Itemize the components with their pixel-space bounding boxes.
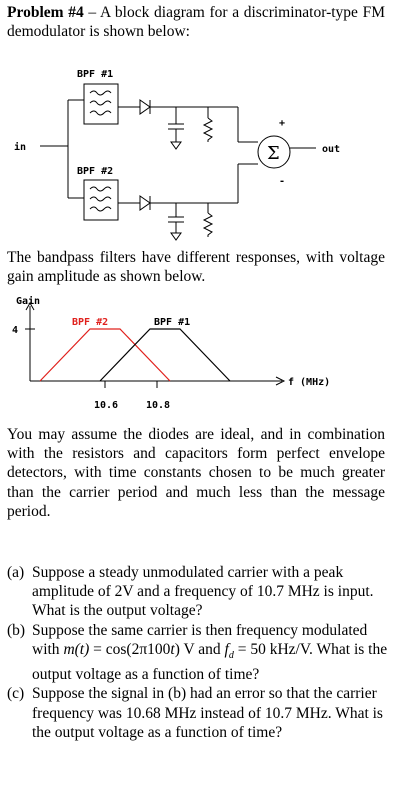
bpf1-plot-label: BPF #1 bbox=[154, 317, 191, 328]
question-a-text: Suppose a steady unmodulated carrier with a peak amplitude of 2V and a frequency of 10.7 MHz is input. What is the output voltage? bbox=[32, 564, 374, 620]
problem-dash: – bbox=[88, 4, 97, 21]
question-b-part1: Suppose the same carrier is then frequency modulated with bbox=[32, 621, 368, 658]
diode-2 bbox=[140, 196, 150, 210]
question-c-label: (c) bbox=[7, 685, 25, 703]
question-a bbox=[7, 563, 389, 621]
ground-1 bbox=[171, 142, 181, 149]
y-axis-label: Gain bbox=[16, 296, 41, 307]
question-b-math-m: m(t) bbox=[63, 640, 90, 658]
bpf1-box bbox=[84, 84, 118, 124]
question-b-math-t: t bbox=[170, 640, 175, 658]
y-tick-label: 4 bbox=[12, 325, 19, 336]
question-b-part4: = 50 kHz/V. What is the output voltage as a function of time? bbox=[32, 640, 388, 684]
diode-1 bbox=[140, 100, 150, 114]
resistor-1 bbox=[204, 118, 212, 142]
minus-sign: - bbox=[279, 176, 286, 187]
bpf2-box bbox=[84, 180, 118, 220]
question-b-part3: ) V and bbox=[174, 640, 225, 658]
x-axis-label: f (MHz) bbox=[288, 377, 331, 388]
bpf1-response bbox=[100, 329, 230, 381]
question-c bbox=[7, 684, 389, 742]
problem-intro: A block diagram for a discriminator-type FM demodulator is shown below: bbox=[7, 4, 385, 41]
question-b-text bbox=[32, 621, 389, 685]
x-tick-label-1: 10.6 bbox=[94, 400, 119, 411]
question-b-label: (b) bbox=[7, 621, 26, 639]
bpf2-label: BPF #2 bbox=[77, 166, 114, 177]
assumption-text: You may assume the diodes are ideal, and in combination with the resistors and capacitors form perfect envelope detectors, with time constants chosen to be much greater than the carrier period and much less than the message period. bbox=[7, 426, 385, 520]
output-label: out bbox=[322, 144, 341, 155]
problem-statement bbox=[7, 3, 385, 41]
filters-text: The bandpass filters have different responses, with voltage gain amplitude as shown below. bbox=[7, 249, 385, 286]
question-b-math-f: f bbox=[224, 640, 229, 658]
problem-label: Problem #4 bbox=[7, 4, 84, 21]
question-list bbox=[7, 563, 389, 742]
bpf2-response bbox=[40, 329, 170, 381]
input-label: in bbox=[14, 142, 27, 153]
response-plot bbox=[0, 290, 396, 420]
sum-symbol: Σ bbox=[267, 143, 280, 164]
question-b bbox=[7, 621, 389, 685]
plus-sign: + bbox=[279, 118, 286, 129]
block-diagram bbox=[0, 62, 396, 242]
bpf1-label: BPF #1 bbox=[77, 69, 114, 80]
bpf2-plot-label: BPF #2 bbox=[72, 317, 109, 328]
question-b-part2: = cos(2π100 bbox=[89, 640, 171, 658]
question-b-math-fd bbox=[224, 640, 234, 661]
question-c-text: Suppose the signal in (b) had an error so that the carrier frequency was 10.68 MHz instead of 10.7 MHz. What is the output voltage as a function of time? bbox=[32, 685, 383, 741]
question-a-label: (a) bbox=[7, 564, 25, 581]
question-b-math-d: d bbox=[228, 649, 234, 661]
resistor-2 bbox=[204, 213, 212, 237]
ground-2 bbox=[171, 233, 181, 240]
bpf2-squiggle bbox=[90, 187, 111, 211]
x-tick-label-2: 10.8 bbox=[146, 400, 171, 411]
bpf1-squiggle bbox=[90, 91, 111, 115]
